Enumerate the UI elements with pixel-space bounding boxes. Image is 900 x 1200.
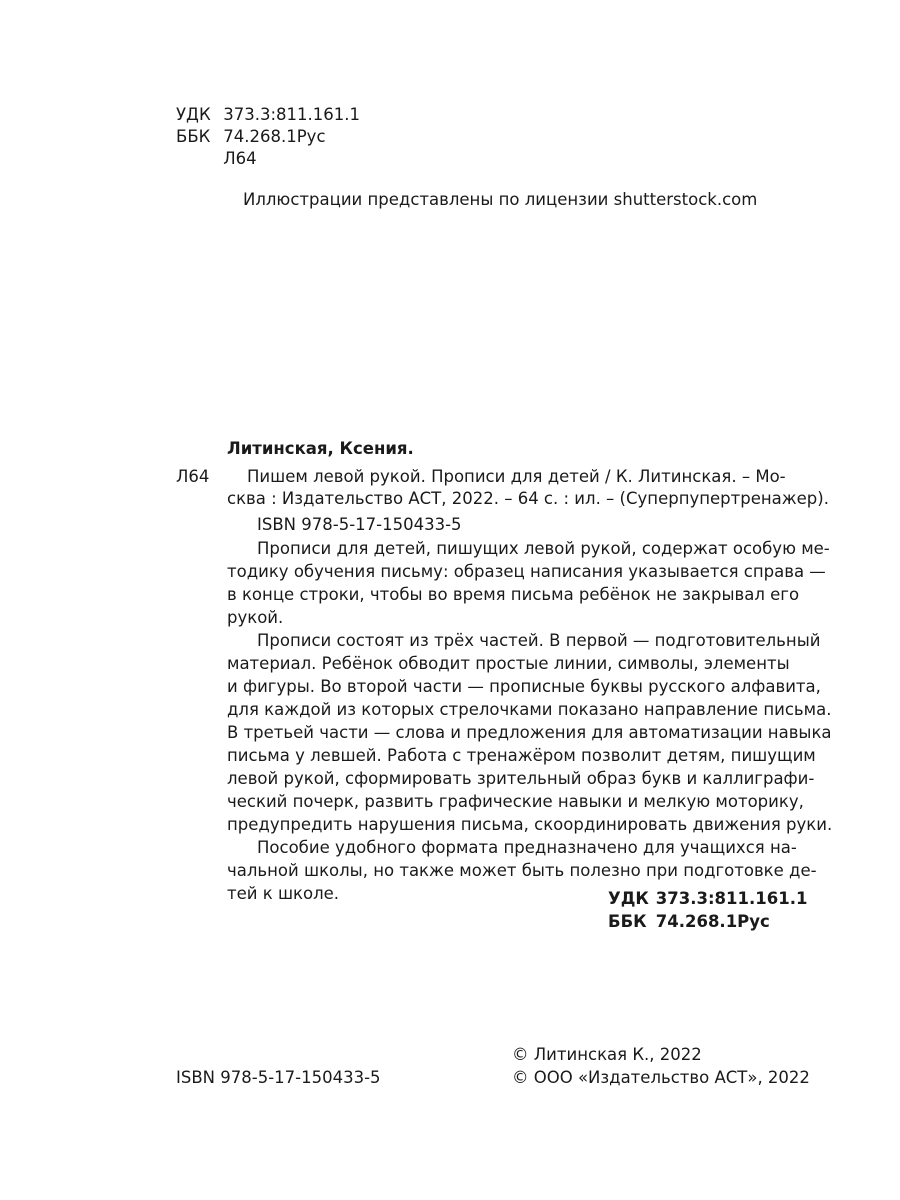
udk-code: 373.3:811.161.1 [223, 105, 361, 124]
udk-code: 373.3:811.161.1 [655, 889, 808, 908]
bibliography-line: сква : Издательство АСТ, 2022. – 64 с. : ил. – (Суперпупертренажер). [227, 489, 829, 508]
abstract-line: левой рукой, сформировать зрительный образ букв и каллиграфи- [227, 769, 815, 788]
bibliography-isbn: ISBN 978-5-17-150433-5 [257, 515, 462, 534]
abstract-line: чальной школы, но также может быть полезно при подготовке де- [227, 861, 817, 880]
copyright-author: © Литинская К., 2022 [512, 1045, 702, 1064]
author-heading: Литинская, Ксения. [227, 439, 414, 458]
bbk-code: 74.268.1Рус [223, 127, 326, 146]
license-note: Иллюстрации представлены по лицензии shutterstock.com [243, 190, 758, 209]
udk-label: УДК [176, 105, 211, 124]
bibliography-code: Л64 [176, 467, 210, 486]
abstract-line: письма у левшей. Работа с тренажёром позволит детям, пишущим [227, 746, 816, 765]
copyright-block [512, 1043, 810, 1089]
abstract-line: в конце строки, чтобы во время письма ребёнок не закрывал его [227, 585, 800, 604]
abstract-line: тей к школе. [227, 884, 340, 903]
udk-label: УДК [608, 889, 649, 908]
abstract-line: рукой. [227, 608, 284, 627]
abstract-line: Пособие удобного формата предназначено для учащихся на- [257, 838, 797, 857]
abstract-line: и фигуры. Во второй части — прописные буквы русского алфавита, [227, 677, 821, 696]
bbk-label: ББК [608, 912, 647, 931]
abstract-line: предупредить нарушения письма, скоординировать движения руки. [227, 815, 833, 834]
abstract-line: тодику обучения письму: образец написания указывается справа — [227, 562, 826, 581]
bbk-label: ББК [176, 127, 211, 146]
copyright-publisher: © ООО «Издательство АСТ», 2022 [512, 1068, 810, 1087]
bibliography-description [227, 466, 829, 510]
abstract-line: Прописи состоят из трёх частей. В первой — подготовительный [257, 631, 821, 650]
bibliography-line: Пишем левой рукой. Прописи для детей / К. Литинская. – Мо- [247, 467, 786, 486]
author-mark: Л64 [223, 149, 257, 168]
abstract-line: ческий почерк, развить графические навыки и мелкую моторику, [227, 792, 804, 811]
abstract-line: В третьей части — слова и предложения для автоматизации навыка [227, 723, 832, 742]
abstract-line: Прописи для детей, пишущих левой рукой, содержат особую ме- [257, 539, 830, 558]
classification-block-top [176, 104, 360, 170]
abstract [227, 537, 833, 905]
isbn-bottom: ISBN 978-5-17-150433-5 [176, 1068, 381, 1087]
abstract-line: для каждой из которых стрелочками показано направление письма. [227, 700, 832, 719]
classification-block-bottom [608, 887, 807, 933]
bbk-code: 74.268.1Рус [655, 912, 770, 931]
abstract-line: материал. Ребёнок обводит простые линии, символы, элементы [227, 654, 790, 673]
